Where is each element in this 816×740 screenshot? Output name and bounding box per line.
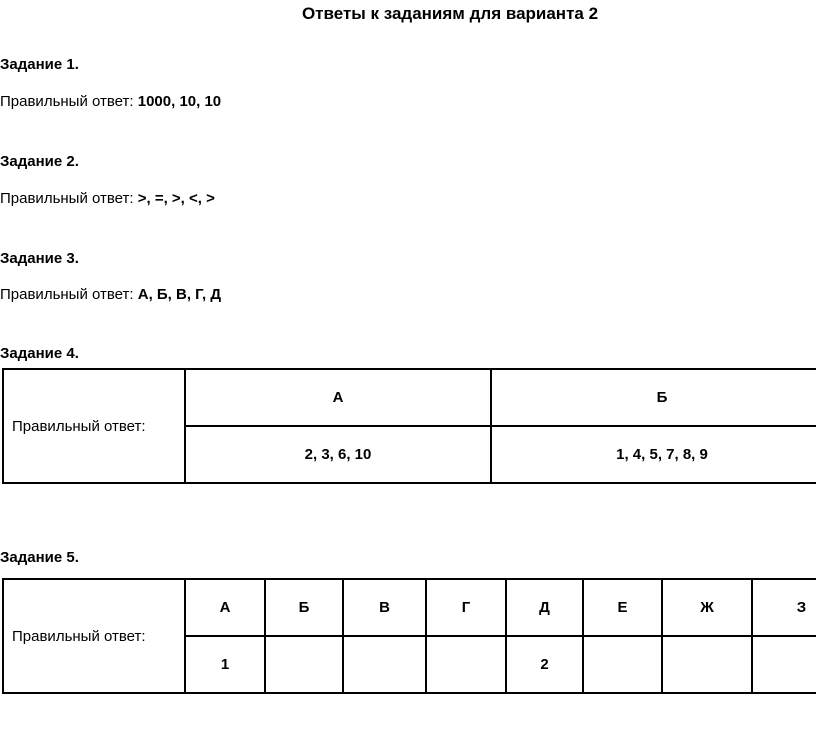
task-3-answer-line xyxy=(0,286,221,303)
answer-label: Правильный ответ: xyxy=(0,93,138,110)
answer-label: Правильный ответ: xyxy=(3,369,185,483)
column-header-b: Б xyxy=(491,369,816,426)
page-title: Ответы к заданиям для варианта 2 xyxy=(301,4,599,23)
answer-label: Правильный ответ: xyxy=(0,190,138,207)
answer-label: Правильный ответ: xyxy=(0,286,138,303)
answer-cell-b xyxy=(265,636,343,693)
column-header-e: Е xyxy=(583,579,662,636)
answer-cell-g xyxy=(426,636,506,693)
task-4-heading: Задание 4. xyxy=(0,345,79,362)
task-1-answer-line xyxy=(0,93,221,110)
task-2-answer-line xyxy=(0,190,215,207)
column-header-d: Д xyxy=(506,579,583,636)
task-2-heading: Задание 2. xyxy=(0,153,79,170)
task-1-heading: Задание 1. xyxy=(0,56,79,73)
answer-value: 1000, 10, 10 xyxy=(137,93,222,110)
answer-cell-a: 2, 3, 6, 10 xyxy=(185,426,491,483)
answer-label: Правильный ответ: xyxy=(3,579,185,693)
task-3-heading: Задание 3. xyxy=(0,250,79,267)
answer-cell-d: 2 xyxy=(506,636,583,693)
answer-cell-a: 1 xyxy=(185,636,265,693)
column-header-a: А xyxy=(185,369,491,426)
column-header-g: Г xyxy=(426,579,506,636)
answer-cell-z xyxy=(752,636,816,693)
column-header-v: В xyxy=(343,579,426,636)
column-header-b: Б xyxy=(265,579,343,636)
task-5-answer-table xyxy=(2,578,816,694)
column-header-z: З xyxy=(752,579,816,636)
answer-value: А, Б, В, Г, Д xyxy=(137,286,222,303)
column-header-zh: Ж xyxy=(662,579,752,636)
answer-cell-v xyxy=(343,636,426,693)
answer-cell-b: 1, 4, 5, 7, 8, 9 xyxy=(491,426,816,483)
column-header-a: А xyxy=(185,579,265,636)
answer-cell-zh xyxy=(662,636,752,693)
answer-cell-e xyxy=(583,636,662,693)
task-4-answer-table xyxy=(2,368,816,484)
answer-value: >, =, >, <, > xyxy=(137,190,215,207)
task-5-heading: Задание 5. xyxy=(0,549,79,566)
